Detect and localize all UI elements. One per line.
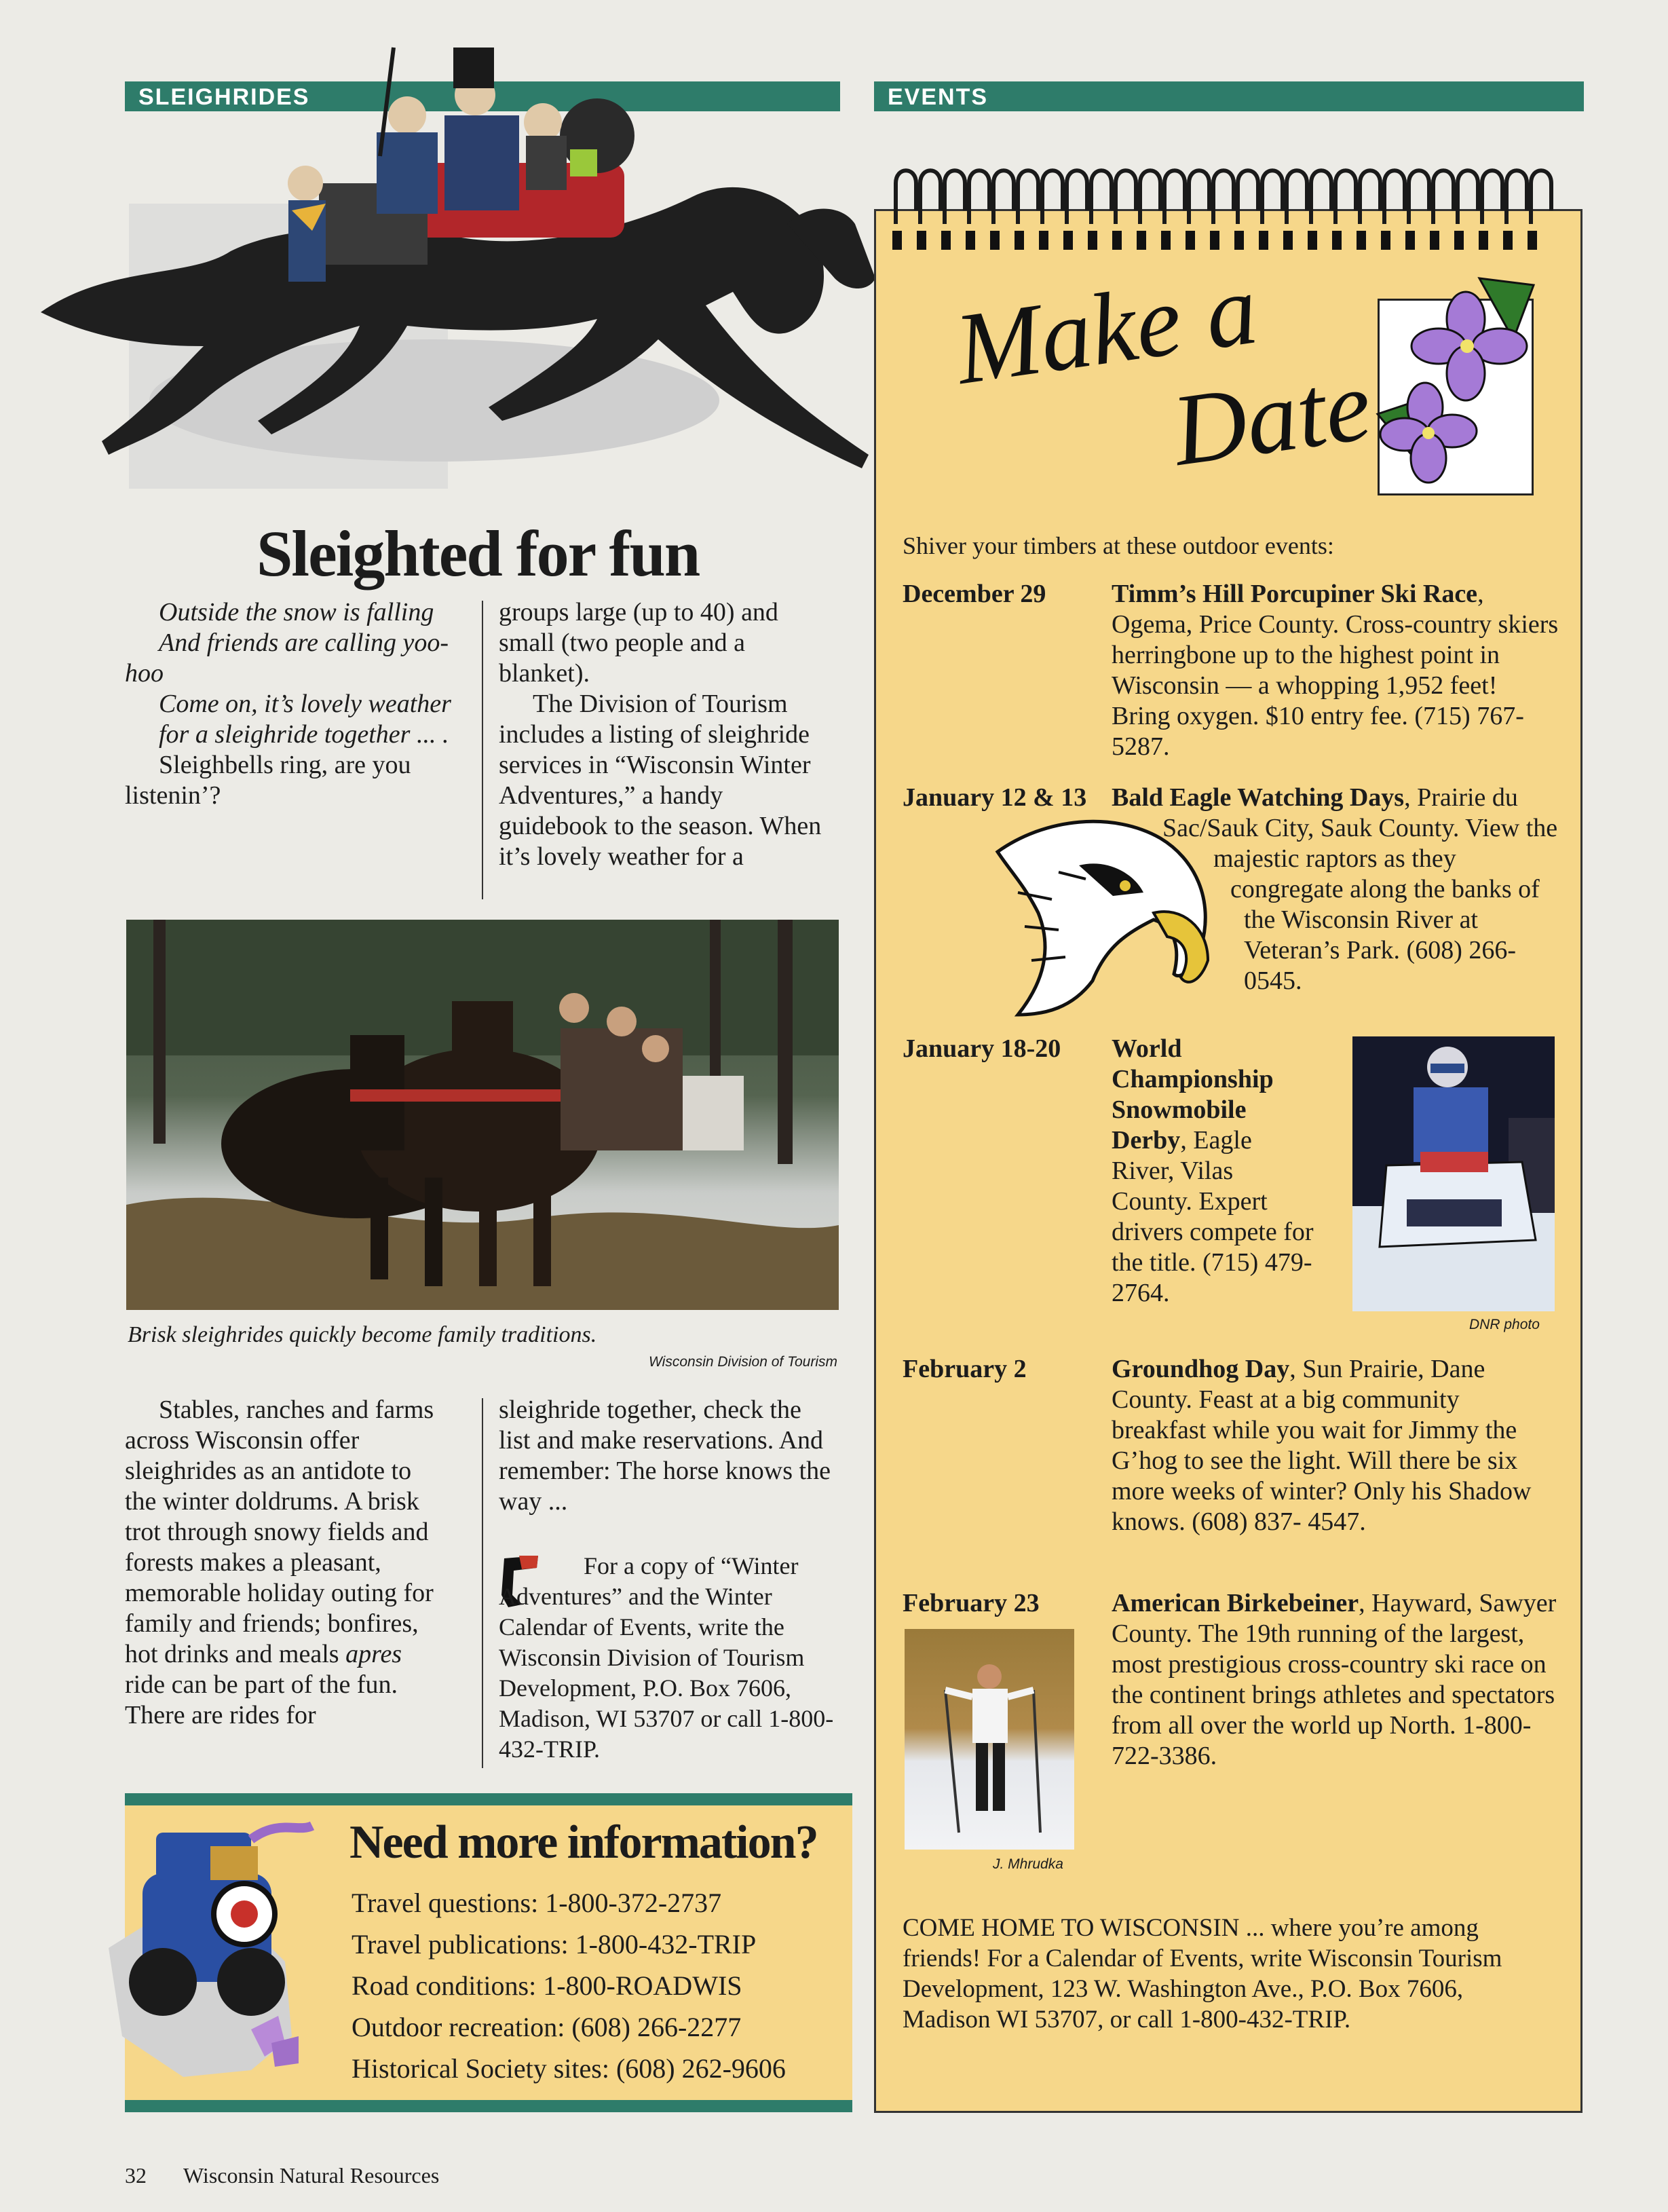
photo-credit: Wisconsin Division of Tourism <box>649 1354 837 1370</box>
spiral-binding <box>882 163 1574 258</box>
info-line: Travel publications: 1-800-432-TRIP <box>352 1929 757 1960</box>
skier-photo-credit: J. Mhrudka <box>993 1856 1063 1872</box>
snowmobile-photo <box>1352 1036 1555 1311</box>
event-description: Timm’s Hill Porcupiner Ski Race, Ogema, Price County. Cross-country skiers herringbone up to the highest point in Wisconsin — a whopping 1,952 feet! Bring oxygen. $10 entry fee. (715) 767-5287. <box>1112 580 1559 761</box>
page-number: 32 <box>125 2163 147 2188</box>
car-wisconsin-illustration <box>81 1812 326 2097</box>
article-title: Sleighted for fun <box>257 517 700 590</box>
info-line: Outdoor recreation: (608) 266-2277 <box>352 2012 742 2042</box>
make-a-logo-text: Make a <box>949 252 1264 406</box>
event-name: World Championship Snowmobile Derby <box>1112 1034 1274 1155</box>
bottom-column-1 <box>125 1395 437 1731</box>
poem-line: Come on, it’s lovely weather <box>159 690 451 718</box>
groups-text: groups large (up to 40) and small (two people and a blanket). <box>499 598 778 688</box>
skier-photo <box>905 1629 1074 1850</box>
intro-tail: Sleighbells ring, are you listenin’? <box>125 751 411 810</box>
closing-note: COME HOME TO WISCONSIN ... where you’re among friends! For a Calendar of Events, write Wisconsin Tourism Development, 123 W. Washington Ave., P.O. Box 7606, Madison WI 53707, or call 1-800-432-TRIP. <box>903 1914 1502 2033</box>
snowmobile-photo-credit: DNR photo <box>1469 1317 1540 1332</box>
bottom-column-2 <box>499 1395 838 1517</box>
poem-line: for a sleighride together ... . <box>159 720 449 749</box>
info-heading: Need more information? <box>349 1816 818 1869</box>
sleighrides-section-label: SLEIGHRIDES <box>125 81 840 111</box>
event-date: February 23 <box>903 1589 1040 1617</box>
event-description: American Birkebeiner, Hayward, Sawyer County. The 19th running of the largest, most prestigious cross-country ski race on the continent brings athletes and spectators from all over the world up North. 1-800-722-3386. <box>1112 1589 1557 1770</box>
apres-text: apres <box>345 1640 402 1668</box>
intro-column <box>125 597 457 811</box>
violet-flower-illustration <box>1364 265 1554 495</box>
events-intro: Shiver your timbers at these outdoor events: <box>903 532 1334 559</box>
info-line: Travel questions: 1-800-372-2737 <box>352 1888 722 1918</box>
event-description: Bald Eagle Watching Days, Prairie du Sac/Sauk City, Sauk County. View the majestic raptors as they congregate along the banks of the Wisconsin River at Veteran’s Park. (608) 266-0545. <box>1112 783 1558 995</box>
info-line: Road conditions: 1-800-ROADWIS <box>352 1970 742 2001</box>
event-date: December 29 <box>903 580 1046 608</box>
column-divider <box>482 601 483 899</box>
horse-text: sleighride together, check the list and make reservations. And remember: The horse knows the way ... <box>499 1395 831 1516</box>
event-name: Timm’s Hill Porcupiner Ski Race <box>1112 580 1478 608</box>
column-divider <box>482 1398 483 1768</box>
event-name: Bald Eagle Watching Days <box>1112 783 1405 812</box>
sleighride-photo <box>126 920 839 1310</box>
poem-line: Outside the snow is falling <box>159 598 434 626</box>
date-logo-text: Date <box>1166 348 1378 487</box>
rides-text: ride can be part of the fun. There are rides for <box>125 1670 398 1729</box>
event-name: American Birkebeiner <box>1112 1589 1359 1617</box>
events-section-label: EVENTS <box>874 81 1584 111</box>
horse-sleigh-illustration <box>27 20 909 495</box>
division-text: The Division of Tourism includes a listing of sleighride services in “Wisconsin Winter Adventures,” a handy guidebook to the season. When it’s lovely weather for a <box>499 690 822 871</box>
intro-column-2 <box>499 597 838 872</box>
event-date: January 18-20 <box>903 1034 1061 1063</box>
stables-text: Stables, ranches and farms across Wisconsin offer sleighrides as an antidote to the winter doldrums. A brisk trot through snowy fields and forests makes a pleasant, memorable holiday outing for family and friends; bonfires, hot drinks and meals <box>125 1395 434 1668</box>
photo-caption: Brisk sleighrides quickly become family traditions. <box>128 1322 597 1347</box>
copy-request-note: For a copy of “Winter Adventures” and the Winter Calendar of Events, write the Wisconsin Division of Tourism Development, P.O. Box 7606, Madison, WI 53707 or call 1-800-432-TRIP. <box>499 1552 834 1763</box>
info-line: Historical Society sites: (608) 262-9606 <box>352 2053 786 2084</box>
publication-name: Wisconsin Natural Resources <box>183 2163 440 2188</box>
poem-line: And friends are calling yoo-hoo <box>125 629 449 688</box>
event-date: February 2 <box>903 1355 1027 1383</box>
event-date: January 12 & 13 <box>903 783 1087 812</box>
event-description: Groundhog Day, Sun Prairie, Dane County. Feast at a big community breakfast while you wait for Jimmy the G’hog to see the light. Will there be six more weeks of winter? Only his Shadow knows. (608) 837- 4547. <box>1112 1355 1532 1536</box>
event-description: World Championship Snowmobile Derby, Eagle River, Vilas County. Expert drivers compete for the title. (715) 479-2764. <box>1112 1034 1314 1307</box>
event-name: Groundhog Day <box>1112 1355 1290 1383</box>
